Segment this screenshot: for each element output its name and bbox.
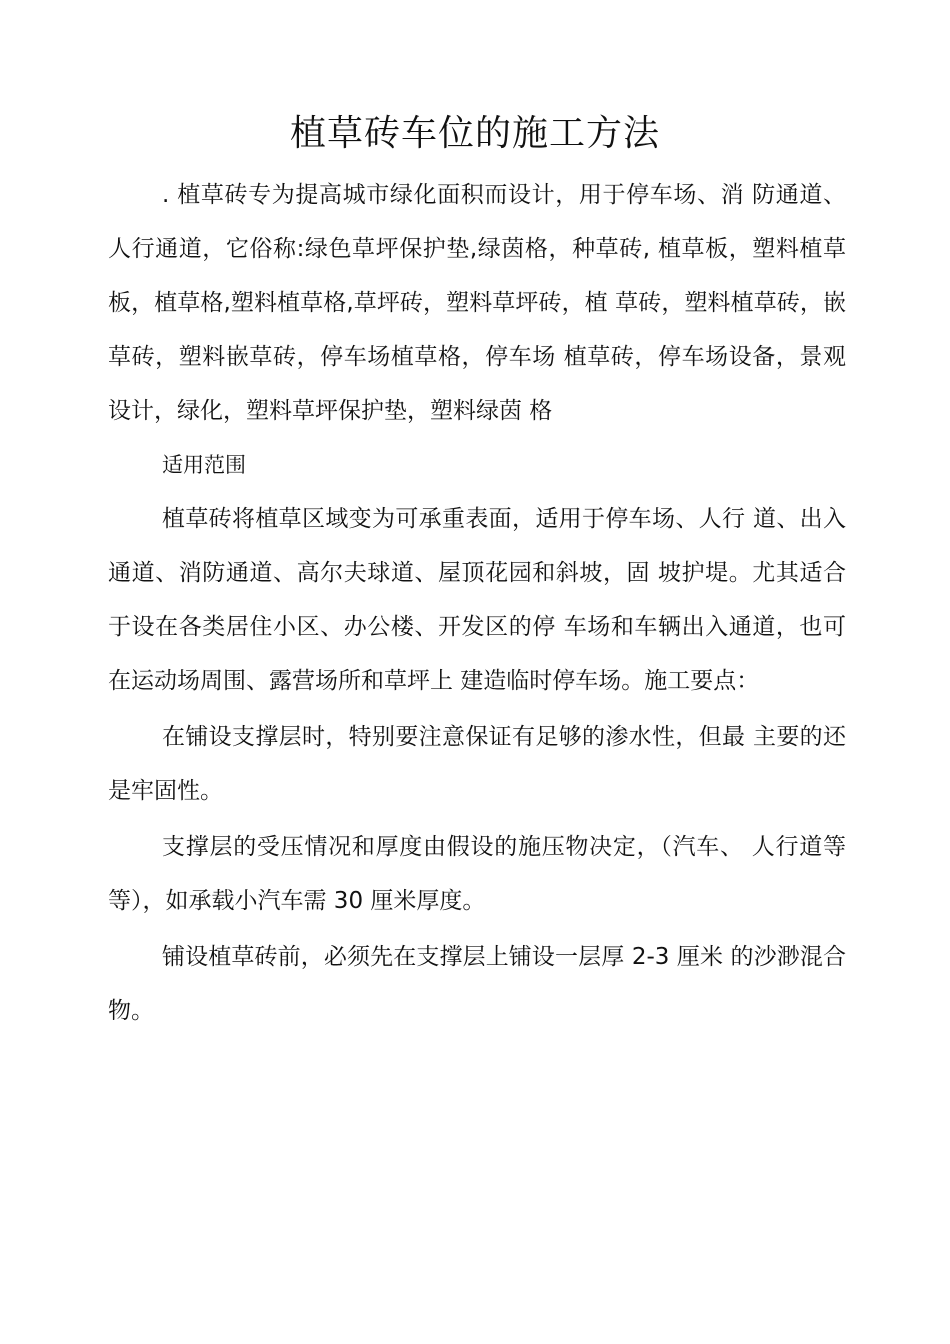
paragraph-support-layer: 在铺设支撑层时，特别要注意保证有足够的渗水性，但最 主要的还是牢固性。 <box>108 724 846 804</box>
document-body <box>108 168 846 1038</box>
paragraph-sand-mixture: 铺设植草砖前，必须先在支撑层上铺设一层厚 2-3 厘米 的沙渺混合物。 <box>108 944 846 1024</box>
paragraph-scope: 植草砖将植草区域变为可承重表面，适用于停车场、人行 道、出入通道、消防通道、高尔夫球道、屋顶花园和斜坡，固 坡护堤。尤其适合于设在各类居住小区、办公楼、开发区的停 车场和车辆出入通道，也可在运动场周围、露营场所和草坪上 建造临时停车场。施工要点： <box>108 506 846 694</box>
document-title: 植草砖车位的施工方法 <box>289 113 660 154</box>
section-heading-scope: 适用范围 <box>162 453 246 477</box>
paragraph-thickness: 支撑层的受压情况和厚度由假设的施压物决定，（汽车、 人行道等等），如承载小汽车需 30 厘米厚度。 <box>108 834 846 914</box>
paragraph-intro: . 植草砖专为提高城市绿化面积而设计，用于停车场、消 防通道、人行通道，它俗称:绿色草坪保护垫,绿茵格，种草砖, 植草板，塑料植草板，植草格,塑料植草格,草坪砖，塑料草坪砖，植 草砖，塑料植草砖，嵌草砖，塑料嵌草砖，停车场植草格，停车场 植草砖，停车场设备，景观设计，绿化，塑料草坪保护垫，塑料绿茵 格 <box>108 182 846 424</box>
